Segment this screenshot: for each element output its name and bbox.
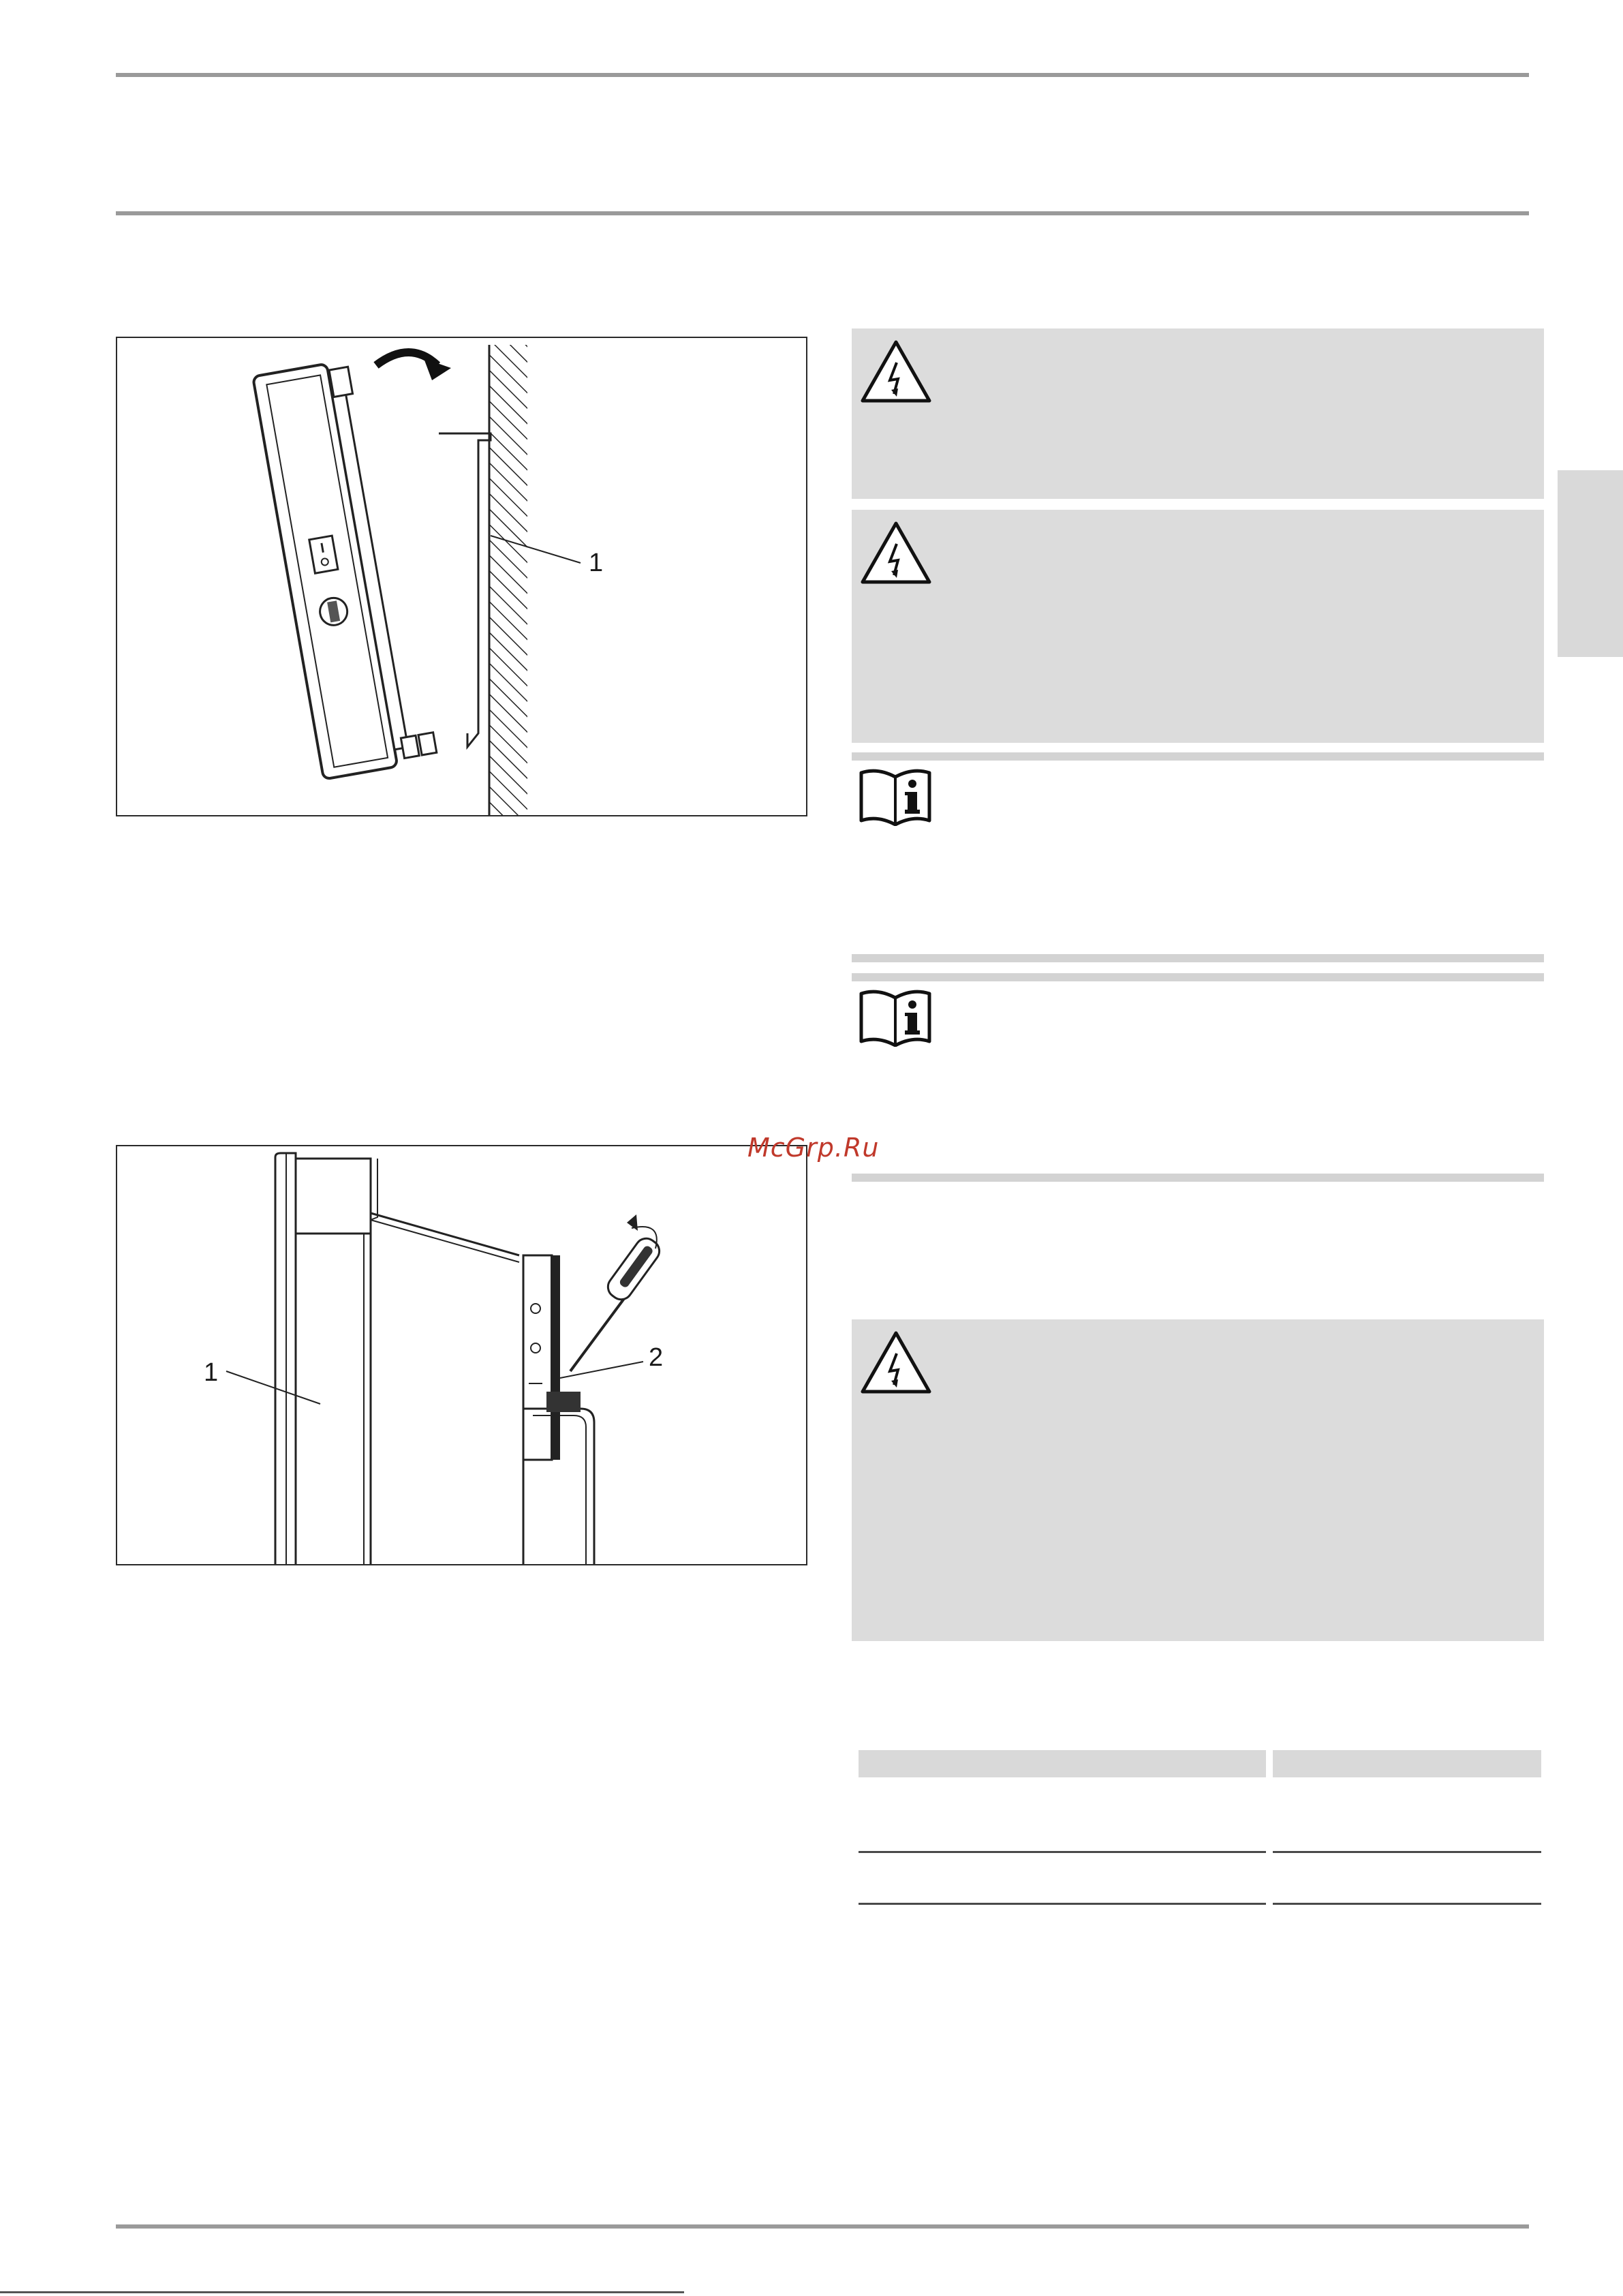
control-strip [523, 1255, 552, 1460]
electric-hazard-icon [859, 338, 933, 410]
info-bottom-bar [852, 954, 1544, 962]
info-top-bar [852, 973, 1544, 981]
callout-label-2: 2 [649, 1343, 664, 1372]
table-row-line [1273, 1903, 1541, 1905]
table-header-col-1 [859, 1750, 1266, 1777]
table-row-line [1273, 1851, 1541, 1853]
footer-rule [116, 2224, 1529, 2229]
manual-info-icon [857, 988, 933, 1050]
adjustment-wheel-icon [551, 1255, 560, 1460]
mounting-illustration [117, 338, 806, 815]
appliance-body [253, 356, 438, 779]
warning-notice [852, 1319, 1544, 1641]
figure-mounting [116, 337, 807, 816]
page-bottom-line [0, 2291, 684, 2293]
table-header-col-2 [1273, 1750, 1541, 1777]
callout-leader-1 [226, 1371, 320, 1404]
info-top-bar [852, 752, 1544, 761]
adjust-illustration [117, 1146, 806, 1564]
table-row-line [859, 1903, 1266, 1905]
header-rule-bottom [116, 211, 1529, 215]
electric-hazard-icon [859, 519, 933, 591]
power-switch-icon [309, 536, 338, 573]
watermark-text: McGrp.Ru [747, 1133, 880, 1163]
callout-label-1: 1 [204, 1358, 219, 1387]
warning-notice [852, 510, 1544, 743]
figure-adjust [116, 1145, 807, 1565]
callout-label-1: 1 [589, 549, 604, 577]
wall-hatch [489, 345, 527, 815]
header-rule-top [116, 73, 1529, 77]
manual-info-icon [857, 767, 933, 829]
electric-hazard-icon [859, 1329, 933, 1400]
table-row-line [859, 1851, 1266, 1853]
section-thumb-tab [1558, 470, 1623, 657]
wall-bracket [439, 433, 491, 747]
warning-notice [852, 328, 1544, 499]
section-bar [852, 1174, 1544, 1182]
